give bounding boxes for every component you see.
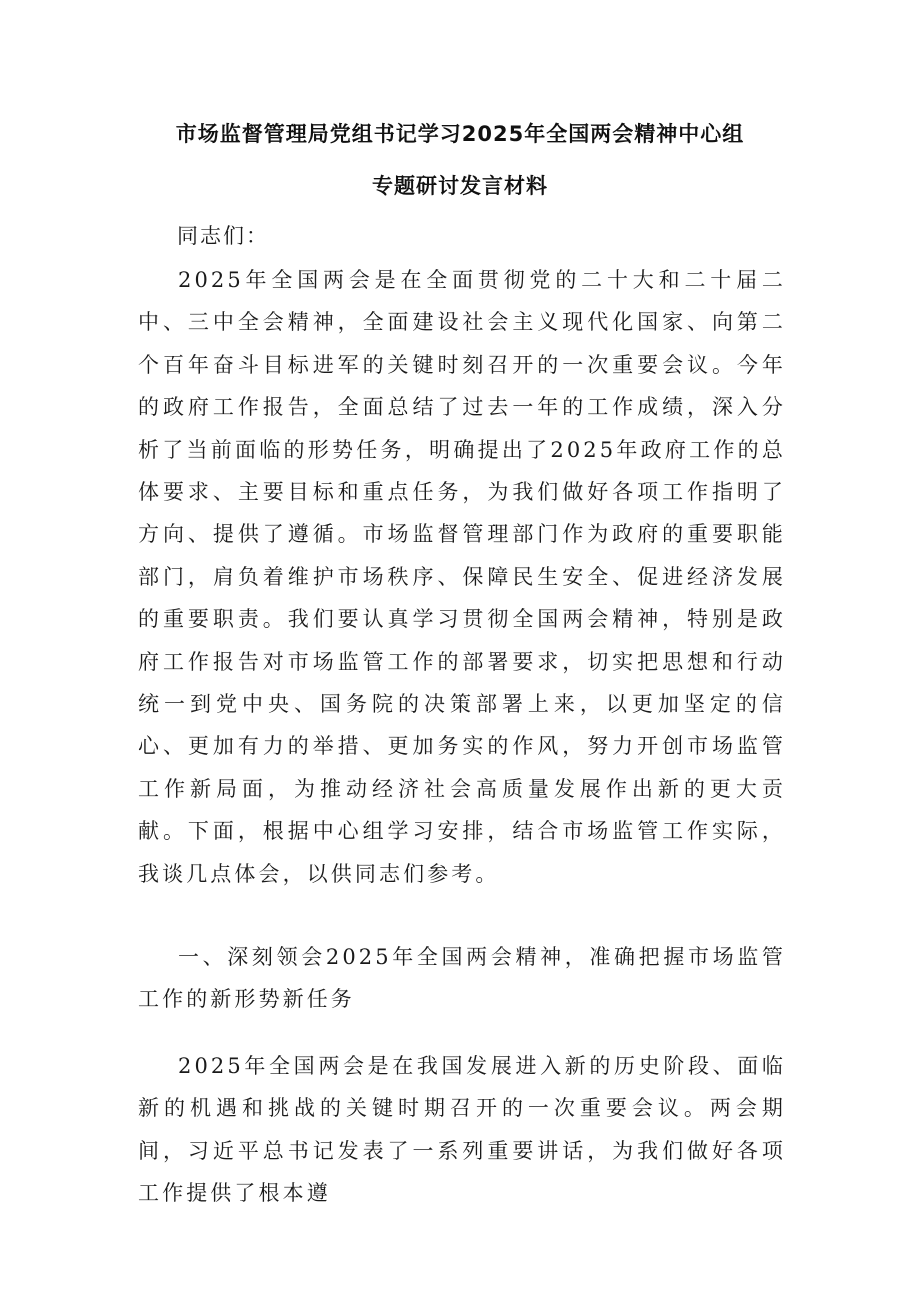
body-paragraph-intro: 2025年全国两会是在全面贯彻党的二十大和二十届二中、三中全会精神，全面建设社会主义现代化国家、向第二个百年奋斗目标进军的关键时刻召开的一次重要会议。今年的政府工作报告，全面总结了过去一年的工作成绩，深入分析了当前面临的形势任务，明确提出了2025年政府工作的总体要求、主要目标和重点任务，为我们做好各项工作指明了方向、提供了遵循。市场监督管理部门作为政府的重要职能部门，肩负着维护市场秩序、保障民生安全、促进经济发展的重要职责。我们要认真学习贯彻全国两会精神，特别是政府工作报告对市场监管工作的部署要求，切实把思想和行动统一到党中央、国务院的决策部署上来，以更加坚定的信心、更加有力的举措、更加务实的作风，努力开创市场监管工作新局面，为推动经济社会高质量发展作出新的更大贡献。下面，根据中心组学习安排，结合市场监管工作实际，我谈几点体会，以供同志们参考。 bbox=[138, 268, 786, 886]
document-title-line-1: 市场监督管理局党组书记学习2025年全国两会精神中心组 bbox=[175, 122, 745, 146]
section-heading-1: 一、深刻领会2025年全国两会精神，准确把握市场监管工作的新形势新任务 bbox=[138, 945, 786, 1012]
document-title-line-2: 专题研讨发言材料 bbox=[372, 174, 548, 198]
salutation: 同志们： bbox=[177, 224, 269, 248]
body-paragraph-section-1: 2025年全国两会是在我国发展进入新的历史阶段、面临新的机遇和挑战的关键时期召开的一次重要会议。两会期间，习近平总书记发表了一系列重要讲话，为我们做好各项工作提供了根本遵 bbox=[138, 1054, 786, 1206]
